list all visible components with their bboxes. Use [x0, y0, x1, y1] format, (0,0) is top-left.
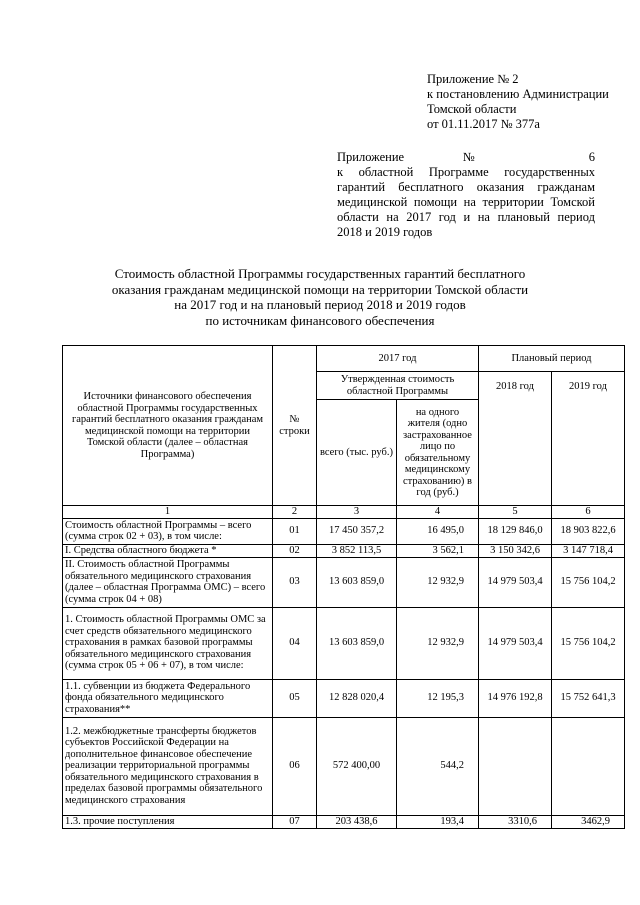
header-2018: 2018 год — [479, 372, 552, 506]
table-row — [63, 544, 625, 557]
title-line: оказания гражданам медицинской помощи на территории Томской области — [111, 281, 529, 297]
header-total-2017: всего (тыс. руб.) — [317, 400, 397, 506]
appendix-line: Приложение № 6 — [337, 150, 595, 164]
row-source: Стоимость областной Программы – всего (сумма строк 02 + 03), в том числе: — [63, 518, 273, 544]
row-total-2019: 3 147 718,4 — [552, 544, 625, 557]
row-total-2019: 18 903 822,6 — [552, 518, 625, 544]
column-number: 1 — [63, 506, 273, 519]
column-number: 2 — [273, 506, 317, 519]
header-row-no: № строки — [273, 346, 317, 506]
row-total-2018: 3310,6 — [479, 815, 552, 828]
header-planned-period: Плановый период — [479, 346, 625, 372]
row-per-person: 544,2 — [397, 717, 479, 815]
row-total-2017: 17 450 357,2 — [317, 518, 397, 544]
row-total-2018: 14 979 503,4 — [479, 607, 552, 679]
row-per-person: 12 195,3 — [397, 679, 479, 717]
row-total-2017: 572 400,00 — [317, 717, 397, 815]
row-number: 03 — [273, 557, 317, 607]
row-source: 1. Стоимость областной Программы ОМС за счет средств обязательного медицинского страхования в рамках базовой программы обязательного медицинского страхования (сумма строк 05 + 06 + 07), в том числе: — [63, 607, 273, 679]
row-source: 1.2. межбюджетные трансферты бюджетов субъектов Российской Федерации на дополнительное финансовое обеспечение реализации территориальной программы обязательного медицинского страхования в пределах базовой программы обязательного медицинского страхования — [63, 717, 273, 815]
row-total-2018: 18 129 846,0 — [479, 518, 552, 544]
row-per-person: 12 932,9 — [397, 607, 479, 679]
header-source: Источники финансового обеспечения областной Программы государственных гарантий бесплатного оказания гражданам медицинской помощи на территории Томской области (далее – областная Программа) — [63, 346, 273, 506]
row-number: 05 — [273, 679, 317, 717]
table-row — [63, 717, 625, 815]
appendix-line: области на 2017 год и на плановый период — [337, 210, 595, 224]
financing-table — [62, 345, 625, 829]
row-total-2019 — [552, 717, 625, 815]
column-number: 4 — [397, 506, 479, 519]
row-per-person: 3 562,1 — [397, 544, 479, 557]
row-source: 1.3. прочие поступления — [63, 815, 273, 828]
column-number: 5 — [479, 506, 552, 519]
row-total-2019: 15 752 641,3 — [552, 679, 625, 717]
table-row — [63, 679, 625, 717]
appendix-line: медицинской помощи на территории Томской — [337, 195, 595, 209]
title-line: по источникам финансового обеспечения — [205, 312, 435, 328]
appendix-line: 2018 и 2019 годов — [337, 225, 433, 239]
row-number: 01 — [273, 518, 317, 544]
table-row — [63, 607, 625, 679]
row-number: 06 — [273, 717, 317, 815]
row-total-2017: 13 603 859,0 — [317, 557, 397, 607]
appendix-line: Томской области — [427, 102, 517, 116]
row-per-person: 16 495,0 — [397, 518, 479, 544]
row-total-2018 — [479, 717, 552, 815]
row-total-2017: 13 603 859,0 — [317, 607, 397, 679]
row-total-2018: 14 976 192,8 — [479, 679, 552, 717]
column-number: 3 — [317, 506, 397, 519]
appendix-line: от 01.11.2017 № 377а — [427, 117, 540, 131]
row-total-2019: 15 756 104,2 — [552, 557, 625, 607]
header-approved-cost: Утвержденная стоимость областной Программы — [317, 372, 479, 400]
appendix-6-reference — [337, 150, 595, 240]
document-title — [60, 266, 580, 328]
table-row — [63, 518, 625, 544]
row-total-2017: 12 828 020,4 — [317, 679, 397, 717]
row-source: II. Стоимость областной Программы обязательного медицинского страхования (далее – областная Программа ОМС) – всего (сумма строк 04 + 08) — [63, 557, 273, 607]
column-number: 6 — [552, 506, 625, 519]
row-per-person: 193,4 — [397, 815, 479, 828]
row-total-2019: 15 756 104,2 — [552, 607, 625, 679]
appendix-line: к постановлению Администрации — [427, 87, 609, 101]
row-source: 1.1. субвенции из бюджета Федерального фонда обязательного медицинского страхования** — [63, 679, 273, 717]
row-number: 02 — [273, 544, 317, 557]
title-line: на 2017 год и на плановый период 2018 и 2019 годов — [174, 297, 466, 312]
row-total-2018: 3 150 342,6 — [479, 544, 552, 557]
appendix-line: гарантий бесплатного оказания гражданам — [337, 180, 595, 194]
table-row — [63, 815, 625, 828]
row-number: 04 — [273, 607, 317, 679]
row-total-2018: 14 979 503,4 — [479, 557, 552, 607]
appendix-line: Приложение № 2 — [427, 72, 519, 86]
row-per-person: 12 932,9 — [397, 557, 479, 607]
row-number: 07 — [273, 815, 317, 828]
header-2017: 2017 год — [317, 346, 479, 372]
row-total-2017: 203 438,6 — [317, 815, 397, 828]
header-2019: 2019 год — [552, 372, 625, 506]
header-per-person: на одного жителя (одно застрахованное лицо по обязательному медицинскому страхованию) в год (руб.) — [397, 400, 479, 506]
table-row — [63, 557, 625, 607]
appendix-2-reference — [427, 72, 627, 132]
row-total-2019: 3462,9 — [552, 815, 625, 828]
appendix-line: к областной Программе государственных — [337, 165, 595, 179]
row-total-2017: 3 852 113,5 — [317, 544, 397, 557]
title-line: Стоимость областной Программы государственных гарантий бесплатного — [114, 266, 526, 281]
row-source: I. Средства областного бюджета * — [63, 544, 273, 557]
